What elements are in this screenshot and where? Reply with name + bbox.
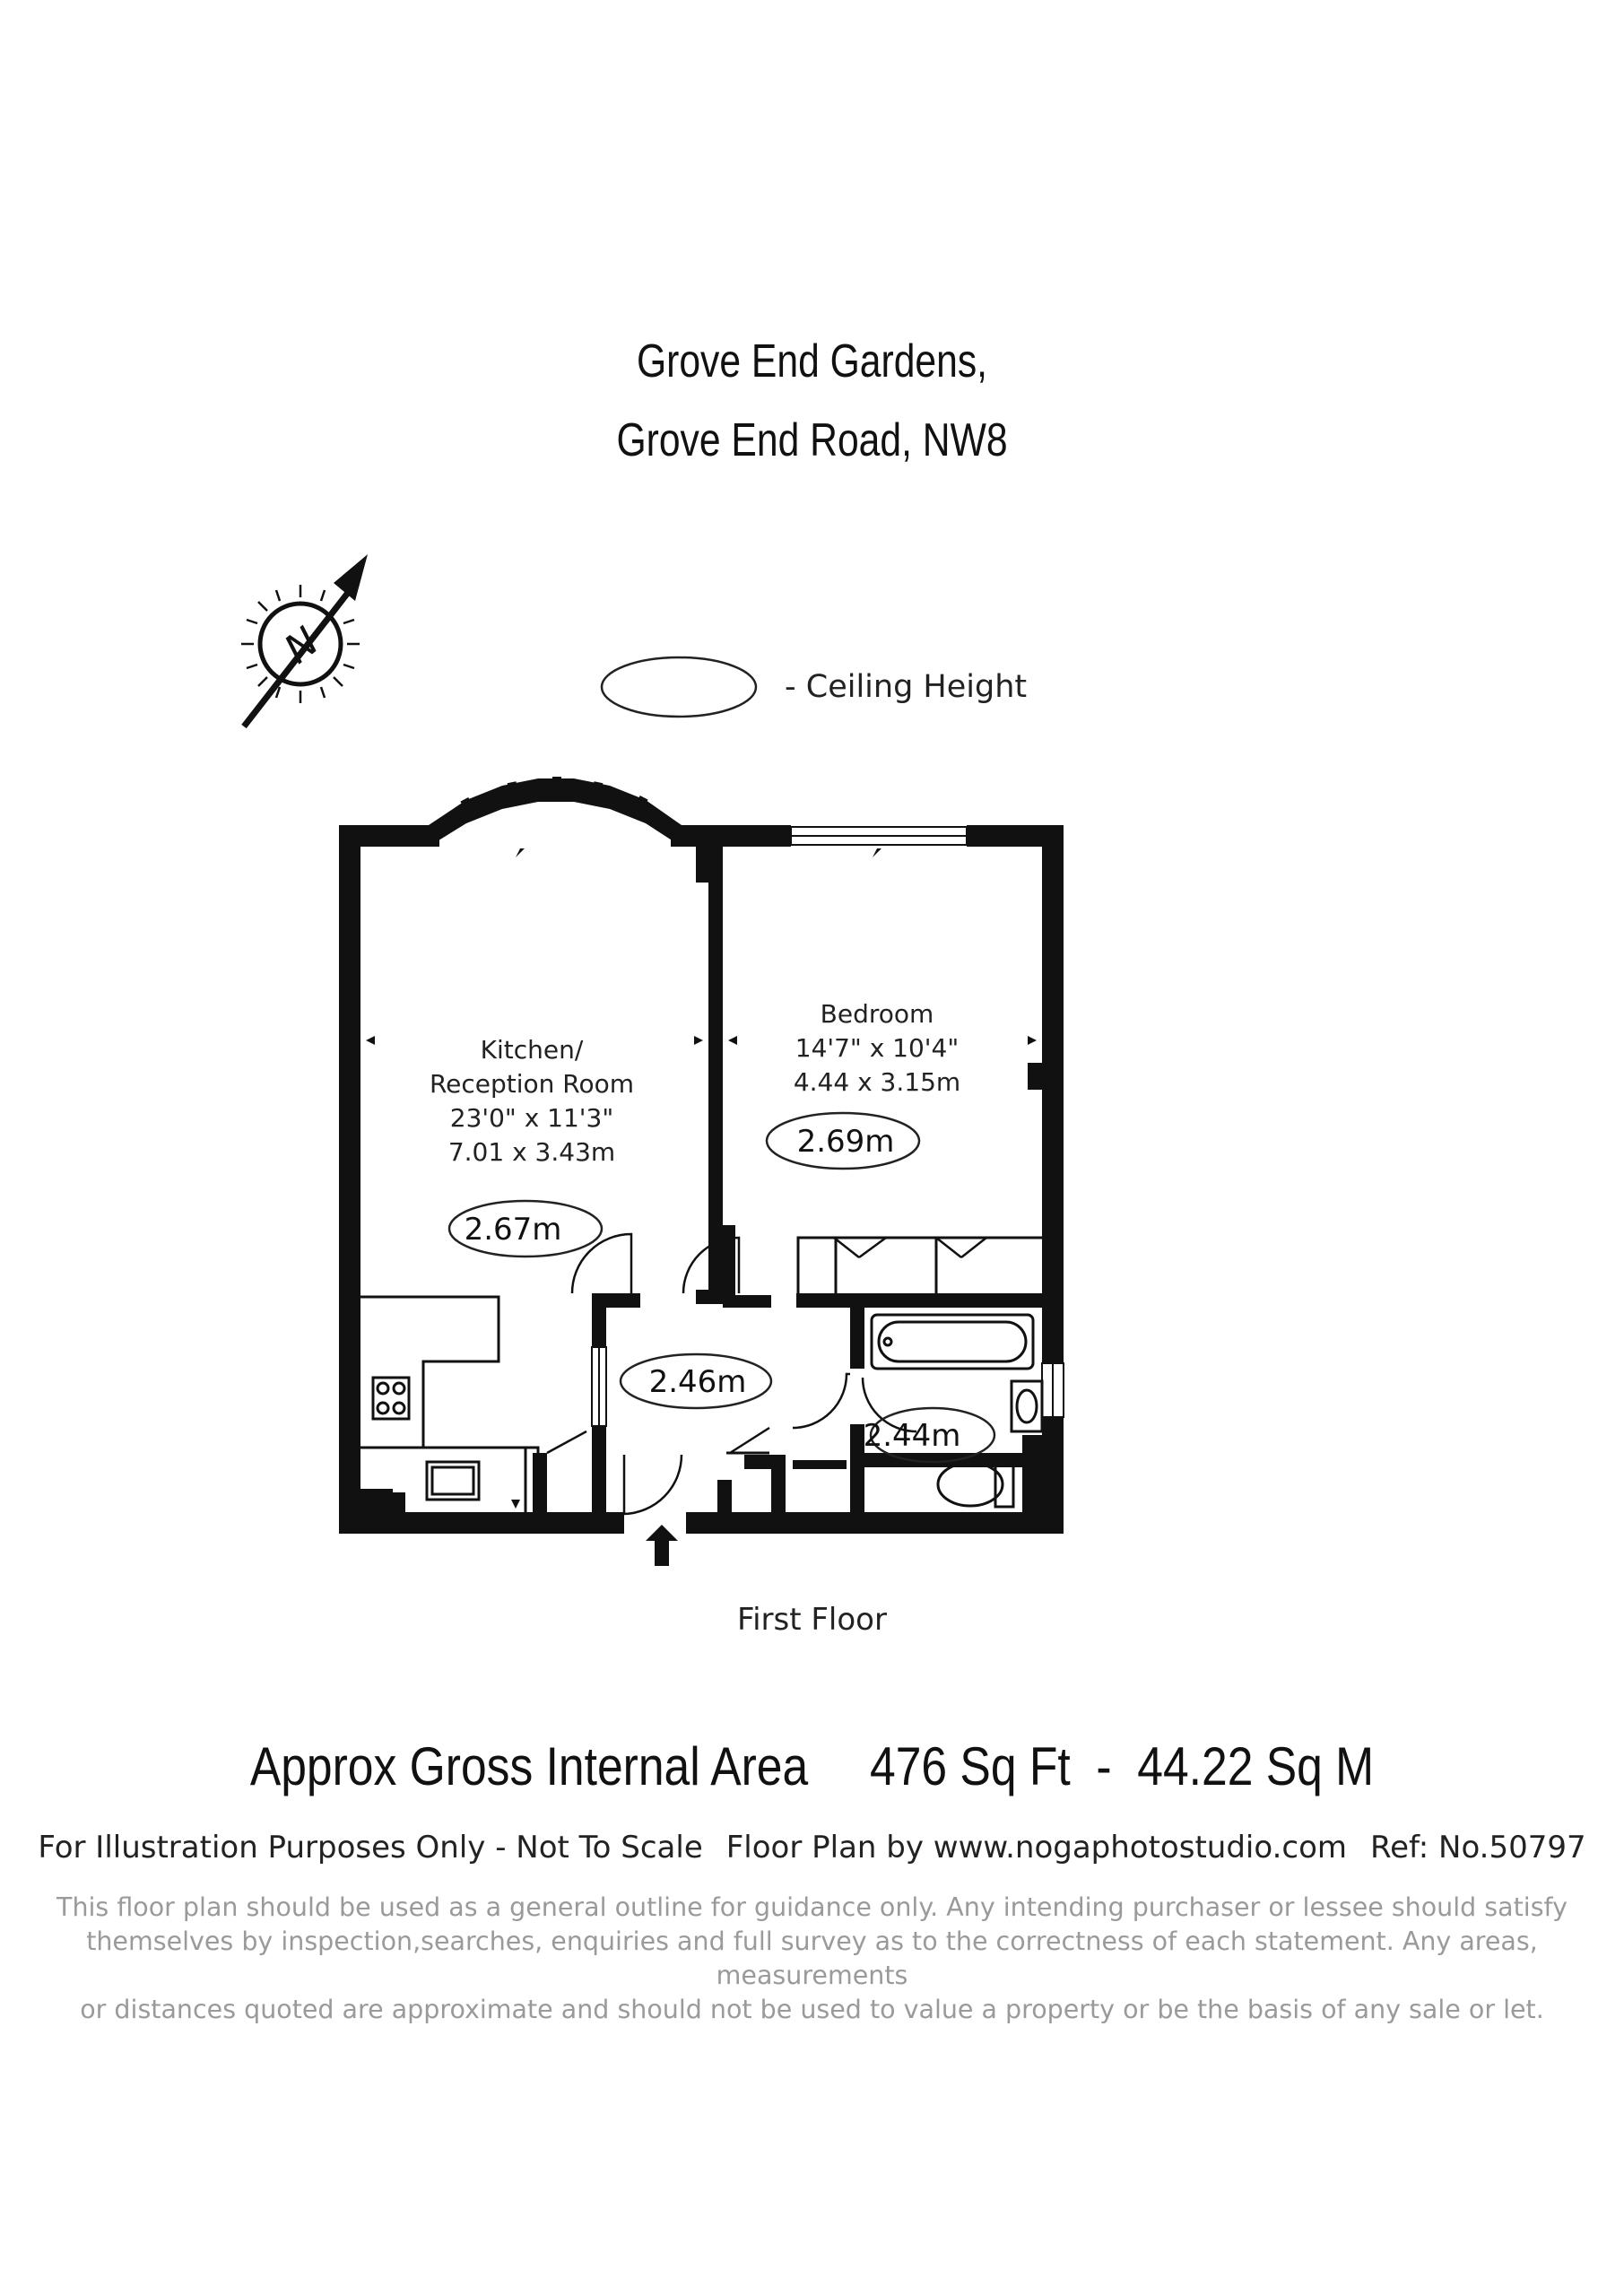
info-line (0, 1830, 1624, 1866)
ceiling-height-kitchen: 2.67m (464, 1212, 562, 1248)
room-dims-imperial-kitchen: 23'0" x 11'3" (449, 1103, 614, 1133)
ceiling-height-bedroom: 2.69m (796, 1124, 895, 1160)
area-separator: - (1096, 1736, 1112, 1796)
plan-credit: Floor Plan by www.nogaphotostudio.com (725, 1830, 1347, 1866)
disclaimer-line: This floor plan should be used as a general outline for guidance only. Any intending purchaser or lessee should satisfy (56, 1892, 1568, 1922)
room-name-reception: Reception Room (429, 1069, 635, 1099)
area-sq-ft: 476 Sq Ft (870, 1736, 1071, 1796)
room-name-bedroom: Bedroom (820, 999, 934, 1029)
room-dims-imperial-bedroom: 14'7" x 10'4" (795, 1033, 960, 1063)
property-address: Grove End Road, NW8 (616, 414, 1008, 466)
ceiling-height-hallway: 2.46m (648, 1364, 747, 1400)
disclaimer-line: or distances quoted are approximate and should not be used to value a property or be the basis of any sale or let. (80, 1995, 1544, 2024)
property-name: Grove End Gardens, (636, 335, 988, 387)
entrance-arrow-icon (646, 1525, 678, 1566)
reference-number: Ref: No.50797 (1370, 1830, 1586, 1866)
legend-ellipse (602, 657, 756, 717)
north-letter: N (275, 618, 328, 674)
illustration-note: For Illustration Purposes Only - Not To Scale (38, 1830, 703, 1866)
disclaimer-line: themselves by inspection,searches, enquiries and full survey as to the correctness of each statement. Any areas, measurements (86, 1926, 1538, 1990)
area-sq-m: 44.22 Sq M (1137, 1736, 1375, 1796)
area-label: Approx Gross Internal Area (249, 1736, 809, 1796)
legend-label: - Ceiling Height (785, 669, 1028, 705)
room-name-kitchen: Kitchen/ (480, 1035, 584, 1065)
gross-internal-area (114, 1735, 1510, 1797)
room-dims-metric-kitchen: 7.01 x 3.43m (447, 1137, 616, 1167)
room-dims-metric-bedroom: 4.44 x 3.15m (793, 1067, 961, 1097)
disclaimer (54, 1891, 1570, 2027)
floor-label: First Floor (737, 1602, 887, 1638)
ceiling-height-bathroom: 2.44m (863, 1418, 961, 1454)
